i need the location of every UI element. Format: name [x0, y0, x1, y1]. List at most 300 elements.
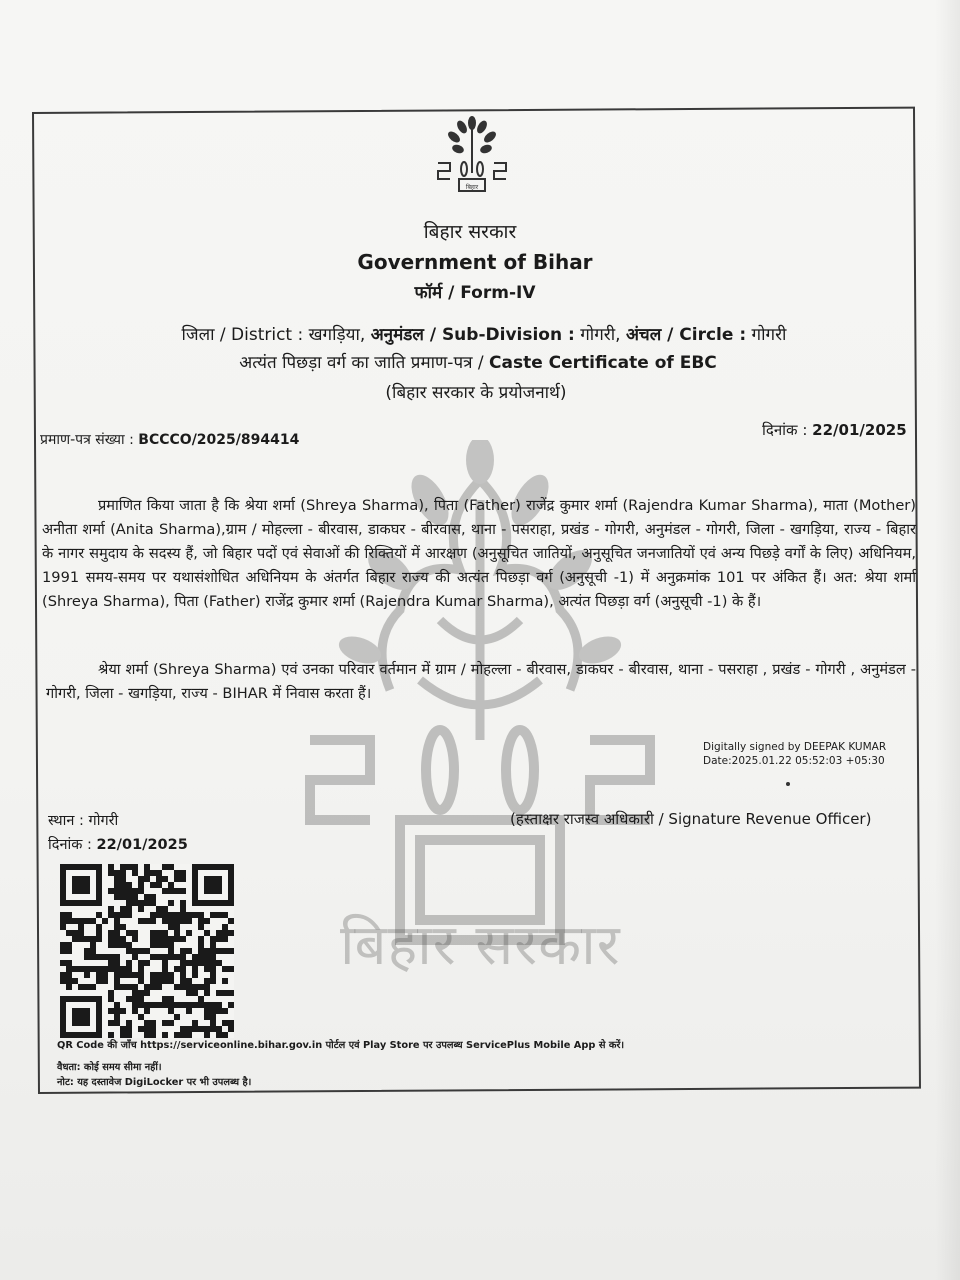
qr-module: [216, 948, 222, 954]
qr-module: [204, 1008, 210, 1014]
qr-module: [84, 954, 90, 960]
qr-module: [222, 966, 228, 972]
qr-module: [186, 918, 192, 924]
qr-module: [180, 948, 186, 954]
qr-module: [192, 972, 198, 978]
qr-module: [222, 948, 228, 954]
qr-module: [126, 960, 132, 966]
qr-module: [168, 936, 174, 942]
qr-module: [84, 948, 90, 954]
qr-module: [126, 1026, 132, 1032]
qr-module: [228, 1026, 234, 1032]
qr-module: [132, 972, 138, 978]
qr-module: [108, 864, 114, 870]
qr-module: [186, 1026, 192, 1032]
qr-module: [108, 1008, 114, 1014]
title-english: Government of Bihar: [357, 250, 593, 274]
qr-module: [108, 906, 114, 912]
qr-module: [192, 912, 198, 918]
qr-module: [180, 960, 186, 966]
qr-module: [60, 960, 66, 966]
qr-module: [60, 942, 66, 948]
qr-module: [84, 936, 90, 942]
qr-module: [114, 942, 120, 948]
qr-module: [186, 990, 192, 996]
qr-module: [114, 870, 120, 876]
qr-module: [60, 978, 66, 984]
qr-module: [210, 1008, 216, 1014]
qr-module: [162, 906, 168, 912]
qr-module: [174, 936, 180, 942]
qr-module: [192, 1026, 198, 1032]
qr-module: [102, 966, 108, 972]
qr-module: [108, 954, 114, 960]
qr-module: [126, 882, 132, 888]
title-hindi: बिहार सरकार: [423, 221, 517, 243]
qr-module: [144, 990, 150, 996]
qr-module: [132, 1008, 138, 1014]
qr-module: [132, 864, 138, 870]
qr-module: [174, 1002, 180, 1008]
qr-module: [162, 912, 168, 918]
qr-module: [132, 948, 138, 954]
certificate-title-english: Caste Certificate of EBC: [489, 353, 717, 373]
qr-module: [126, 864, 132, 870]
qr-module: [168, 942, 174, 948]
qr-module: [126, 906, 132, 912]
qr-module: [90, 984, 96, 990]
qr-module: [222, 930, 228, 936]
qr-module: [66, 984, 72, 990]
qr-module: [78, 936, 84, 942]
qr-module: [198, 954, 204, 960]
qr-module: [120, 888, 126, 894]
qr-module: [72, 978, 78, 984]
form-number: फॉर्म / Form-IV: [414, 283, 536, 303]
qr-module: [120, 912, 126, 918]
qr-module: [84, 984, 90, 990]
qr-module: [114, 918, 120, 924]
bihar-emblem-icon: [432, 115, 512, 195]
qr-module: [132, 870, 138, 876]
qr-module: [72, 966, 78, 972]
qr-module: [198, 984, 204, 990]
qr-module: [150, 954, 156, 960]
qr-module: [156, 1002, 162, 1008]
qr-module: [126, 900, 132, 906]
qr-module: [132, 996, 138, 1002]
qr-module: [108, 996, 114, 1002]
qr-module: [168, 882, 174, 888]
district-line: [0, 322, 960, 345]
qr-module: [120, 966, 126, 972]
qr-module: [108, 888, 114, 894]
qr-module: [96, 966, 102, 972]
qr-module: [108, 942, 114, 948]
qr-module: [210, 972, 216, 978]
qr-module: [144, 900, 150, 906]
qr-module: [174, 888, 180, 894]
footer-date: [48, 834, 188, 854]
qr-module: [90, 948, 96, 954]
qr-module: [228, 948, 234, 954]
place-value: गोगरी: [88, 813, 119, 829]
qr-module: [216, 960, 222, 966]
qr-module: [78, 924, 84, 930]
qr-module: [228, 966, 234, 972]
qr-module: [126, 912, 132, 918]
qr-module: [126, 888, 132, 894]
qr-module: [66, 912, 72, 918]
qr-module: [150, 918, 156, 924]
qr-module: [78, 984, 84, 990]
qr-module: [168, 954, 174, 960]
qr-module: [156, 978, 162, 984]
qr-module: [198, 912, 204, 918]
qr-module: [60, 924, 66, 930]
validity-note: वैधता: कोई समय सीमा नहीं।: [57, 1062, 162, 1073]
qr-module: [156, 936, 162, 942]
qr-module: [210, 954, 216, 960]
qr-module: [192, 960, 198, 966]
qr-module: [60, 948, 66, 954]
qr-module: [114, 984, 120, 990]
qr-module: [174, 876, 180, 882]
qr-module: [72, 918, 78, 924]
qr-module: [96, 930, 102, 936]
qr-module: [162, 960, 168, 966]
qr-module: [96, 912, 102, 918]
qr-module: [66, 978, 72, 984]
qr-module: [198, 948, 204, 954]
qr-module: [132, 990, 138, 996]
qr-module: [150, 936, 156, 942]
qr-module: [150, 1020, 156, 1026]
qr-module: [126, 972, 132, 978]
qr-module: [132, 888, 138, 894]
qr-module: [192, 1002, 198, 1008]
qr-module: [156, 906, 162, 912]
qr-module: [210, 978, 216, 984]
qr-module: [150, 972, 156, 978]
qr-module: [90, 936, 96, 942]
qr-module: [156, 972, 162, 978]
qr-module: [186, 1008, 192, 1014]
qr-module: [198, 960, 204, 966]
qr-module: [210, 1020, 216, 1026]
issue-date-value: 22/01/2025: [812, 421, 907, 439]
qr-module: [144, 876, 150, 882]
qr-module: [108, 870, 114, 876]
qr-module: [162, 978, 168, 984]
qr-module: [204, 990, 210, 996]
qr-module: [144, 1002, 150, 1008]
qr-module: [162, 954, 168, 960]
qr-module: [210, 942, 216, 948]
qr-module: [228, 990, 234, 996]
qr-module: [138, 948, 144, 954]
district-value: खगड़िया,: [303, 325, 371, 345]
qr-module: [126, 996, 132, 1002]
qr-module: [72, 930, 78, 936]
qr-module: [114, 876, 120, 882]
qr-module: [120, 924, 126, 930]
qr-module: [138, 882, 144, 888]
qr-module: [114, 972, 120, 978]
qr-module: [168, 918, 174, 924]
qr-module: [102, 918, 108, 924]
qr-module: [216, 1026, 222, 1032]
qr-module: [168, 996, 174, 1002]
footer-date-value: 22/01/2025: [96, 837, 188, 853]
certificate-body-paragraph-1: प्रमाणित किया जाता है कि श्रेया शर्मा (Shreya Sharma), पिता (Father) राजेंद्र कुमार शर्मा (Rajendra Kumar Sharma), माता (Mother) अनीता शर्मा (Anita Sharma),ग्राम / मोहल्ला - बीरवास, डाकघर - बीरवास, थाना - पसराहा, प्रखंड - गोगरी, अनुमंडल - गोगरी, जिला - खगड़िया, राज्य - बिहार के नागर समुदाय के सदस्य हैं, जो बिहार पदों एवं सेवाओं की रिक्तियों में आरक्षण (अनुसूचित जातियों, अनुसूचित जनजातियों एवं अन्य पिछड़े वर्गों के लिए) अधिनियम, 1991 समय-समय पर यथासंशोधित अधिनियम के अंतर्गत बिहार राज्य की अत्यंत पिछड़ा वर्ग (अनुसूची -1) में अनुक्रमांक 101 पर अंकित हैं। अत: श्रेया शर्मा (Shreya Sharma), पिता (Father) राजेंद्र कुमार शर्मा (Rajendra Kumar Sharma), अत्यंत पिछड़ा वर्ग (अनुसूची -1) के हैं।: [42, 497, 916, 610]
qr-module: [138, 1014, 144, 1020]
qr-module: [180, 912, 186, 918]
qr-module: [162, 1002, 168, 1008]
qr-module: [78, 966, 84, 972]
qr-module: [216, 990, 222, 996]
qr-module: [174, 912, 180, 918]
qr-module: [114, 930, 120, 936]
qr-module: [144, 948, 150, 954]
qr-module: [186, 960, 192, 966]
qr-module: [156, 882, 162, 888]
qr-module: [90, 966, 96, 972]
qr-module: [144, 918, 150, 924]
qr-module: [120, 876, 126, 882]
place-label: स्थान :: [48, 813, 89, 829]
qr-module: [132, 900, 138, 906]
qr-module: [186, 912, 192, 918]
qr-module: [126, 930, 132, 936]
qr-module: [204, 930, 210, 936]
qr-module: [168, 912, 174, 918]
qr-module: [150, 930, 156, 936]
qr-module: [150, 912, 156, 918]
qr-module: [96, 954, 102, 960]
qr-module: [66, 972, 72, 978]
svg-text:बिहार: बिहार: [465, 184, 479, 191]
qr-module: [108, 912, 114, 918]
qr-module: [192, 990, 198, 996]
qr-module: [150, 882, 156, 888]
qr-module: [144, 864, 150, 870]
qr-module: [180, 936, 186, 942]
qr-module: [162, 936, 168, 942]
qr-module: [168, 1002, 174, 1008]
qr-module: [114, 1020, 120, 1026]
qr-module: [180, 870, 186, 876]
qr-module: [144, 960, 150, 966]
qr-module: [174, 984, 180, 990]
qr-module: [186, 1002, 192, 1008]
qr-module: [162, 864, 168, 870]
qr-module: [204, 1014, 210, 1020]
qr-module: [150, 900, 156, 906]
qr-module: [138, 960, 144, 966]
qr-module: [96, 936, 102, 942]
qr-module: [204, 960, 210, 966]
qr-module: [174, 966, 180, 972]
qr-module: [150, 1002, 156, 1008]
qr-module: [138, 906, 144, 912]
qr-module: [162, 972, 168, 978]
qr-module: [156, 954, 162, 960]
qr-module: [60, 918, 66, 924]
certificate-number: [40, 430, 299, 449]
subdivision-value: गोगरी,: [574, 325, 626, 345]
qr-module: [120, 942, 126, 948]
qr-module: [60, 912, 66, 918]
qr-module: [138, 990, 144, 996]
qr-module: [138, 918, 144, 924]
qr-module: [66, 930, 72, 936]
qr-module: [126, 966, 132, 972]
qr-module: [210, 966, 216, 972]
qr-module: [156, 942, 162, 948]
qr-module: [120, 936, 126, 942]
certificate-body-paragraph-2: श्रेया शर्मा (Shreya Sharma) एवं उनका परिवार वर्तमान में ग्राम / मोहल्ला - बीरवास, डाकघर - बीरवास, थाना - पसराहा , प्रखंड - गोगरी , अनुमंडल - गोगरी, जिला - खगड़िया, राज्य - BIHAR में निवास करता हैं।: [46, 661, 916, 702]
qr-module: [114, 888, 120, 894]
qr-module: [150, 942, 156, 948]
qr-module: [162, 930, 168, 936]
qr-module: [102, 972, 108, 978]
qr-module: [90, 942, 96, 948]
qr-module: [102, 954, 108, 960]
qr-module: [210, 1026, 216, 1032]
qr-module: [162, 918, 168, 924]
qr-module: [132, 930, 138, 936]
qr-module: [114, 1008, 120, 1014]
qr-module: [186, 948, 192, 954]
qr-module: [204, 966, 210, 972]
qr-module: [180, 1026, 186, 1032]
qr-module: [204, 978, 210, 984]
qr-module: [180, 954, 186, 960]
qr-module: [108, 966, 114, 972]
qr-code[interactable]: [58, 864, 236, 1038]
qr-module: [156, 984, 162, 990]
qr-module: [180, 918, 186, 924]
qr-module: [204, 948, 210, 954]
qr-module: [114, 894, 120, 900]
qr-module: [126, 942, 132, 948]
circle-label: अंचल / Circle :: [625, 325, 747, 345]
qr-module: [174, 930, 180, 936]
qr-module: [222, 1008, 228, 1014]
qr-module: [150, 984, 156, 990]
qr-module: [180, 906, 186, 912]
qr-module: [114, 1002, 120, 1008]
qr-module: [156, 876, 162, 882]
qr-module: [108, 930, 114, 936]
qr-module: [222, 978, 228, 984]
qr-module: [120, 894, 126, 900]
mark-dot: [786, 782, 790, 786]
qr-module: [168, 924, 174, 930]
qr-module: [120, 1008, 126, 1014]
qr-module: [168, 1008, 174, 1014]
qr-module: [96, 924, 102, 930]
qr-module: [150, 894, 156, 900]
qr-module: [132, 1002, 138, 1008]
qr-module: [216, 912, 222, 918]
qr-module: [156, 930, 162, 936]
qr-verification-note: QR Code की जाँच https://serviceonline.bihar.gov.in पोर्टल एवं Play Store पर उपलब्ध ServicePlus Mobile App से करें।: [57, 1040, 625, 1051]
qr-module: [132, 984, 138, 990]
qr-module: [138, 996, 144, 1002]
qr-module: [84, 966, 90, 972]
digital-signature-signer: Digitally signed by DEEPAK KUMAR: [703, 741, 887, 753]
qr-module: [126, 948, 132, 954]
qr-module: [144, 1020, 150, 1026]
qr-module: [168, 972, 174, 978]
qr-module: [168, 888, 174, 894]
qr-module: [114, 936, 120, 942]
qr-module: [168, 948, 174, 954]
qr-module: [204, 1026, 210, 1032]
footer-date-label: दिनांक :: [48, 837, 97, 853]
qr-module: [198, 918, 204, 924]
place: [48, 810, 118, 830]
watermark-text: बिहार सरकार: [340, 913, 621, 978]
qr-module: [120, 864, 126, 870]
qr-module: [108, 990, 114, 996]
qr-module: [132, 936, 138, 942]
qr-module: [114, 966, 120, 972]
qr-module: [162, 888, 168, 894]
qr-module: [138, 1026, 144, 1032]
qr-module: [210, 1014, 216, 1020]
certificate-title: [0, 350, 956, 373]
qr-module: [174, 870, 180, 876]
qr-module: [216, 1008, 222, 1014]
qr-module: [150, 978, 156, 984]
qr-module: [198, 924, 204, 930]
qr-module: [168, 1020, 174, 1026]
qr-module: [162, 876, 168, 882]
qr-module: [204, 954, 210, 960]
qr-module: [72, 936, 78, 942]
qr-module: [174, 918, 180, 924]
qr-module: [162, 966, 168, 972]
qr-module: [66, 918, 72, 924]
qr-module: [102, 978, 108, 984]
qr-module: [138, 978, 144, 984]
qr-module: [204, 984, 210, 990]
qr-module: [228, 1002, 234, 1008]
qr-module: [144, 1008, 150, 1014]
qr-module: [132, 894, 138, 900]
qr-module: [114, 882, 120, 888]
qr-module: [144, 894, 150, 900]
qr-module: [138, 972, 144, 978]
qr-module: [168, 864, 174, 870]
qr-module: [186, 978, 192, 984]
qr-module: [138, 888, 144, 894]
qr-module: [114, 960, 120, 966]
qr-module: [108, 936, 114, 942]
certificate-number-value: BCCCO/2025/894414: [138, 432, 300, 448]
qr-module: [198, 942, 204, 948]
qr-module: [174, 954, 180, 960]
qr-module: [138, 966, 144, 972]
qr-module: [144, 870, 150, 876]
qr-module: [228, 930, 234, 936]
qr-module: [114, 912, 120, 918]
digilocker-note: नोट: यह दस्तावेज DigiLocker पर भी उपलब्ध है।: [57, 1077, 252, 1088]
qr-module: [216, 936, 222, 942]
